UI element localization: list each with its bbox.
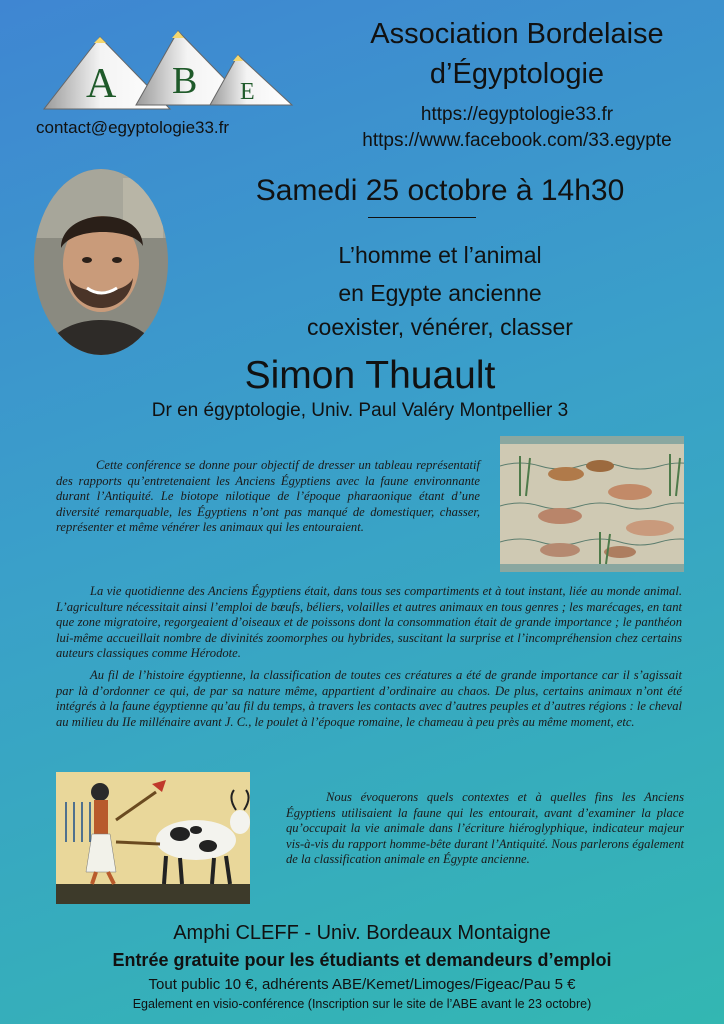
ploughing-fresco-image — [56, 772, 250, 904]
body-paragraph-2: La vie quotidienne des Anciens Égyptiens était, dans tous ses compartiments et à tout instant, liée au monde animal. L’agriculture nécessitait ainsi l’emploi de bœufs, béliers, volailles et autres animaux en tous genres ; les marécages, en tant que zone migratoire, regorgeaient d’oiseaux et de poissons dont la consommation était de grande importance ; le panthéon lui-même accueillait nombre de divinités zoomorphes ou hybrides, suscitant la surprise et l’incompréhension chez certains auteurs classiques comme Hérodote. — [56, 584, 682, 660]
body-paragraph-4: Nous évoquerons quels contextes et à quelles fins les Anciens Égyptiens utilisaient la faune qui les entourait, avant d’examiner la place qu’occupait la vie animale dans l’écriture hiéroglyphique, indicateur majeur vis-à-vis du rapport homme-bête durant l’Antiquité. Nous parlerons également de la classification animale en Égypte ancienne. — [286, 790, 684, 866]
event-date: Samedi 25 octobre à 14h30 — [255, 174, 625, 207]
venue: Amphi CLEFF - Univ. Bordeaux Montaigne — [173, 922, 551, 944]
event-title-line2: en Egypte ancienne — [338, 280, 542, 306]
body-paragraph-1: Cette conférence se donne pour objectif de dresser un tableau représentatif des rapports qu’entretenaient les Anciens Égyptiens avec la faune environnante durant l’Antiquité. Le biotope nilotique de l’époque pharaonique étant d’une diversité remarquable, les Égyptiens n’ont pas manqué de domestiquer, chasser, représenter et même vénérer les animaux qui les entouraient. — [56, 458, 480, 534]
visio-note: Egalement en visio-conférence (Inscription sur le site de l’ABE avant le 23 octobre) — [132, 997, 592, 1011]
facebook-link[interactable]: https://www.facebook.com/33.egypte — [362, 130, 672, 151]
logo-letter-e: E — [240, 79, 255, 105]
event-title-line3: coexister, vénérer, classer — [307, 314, 573, 340]
free-entry-note: Entrée gratuite pour les étudiants et demandeurs d’emploi — [112, 950, 612, 970]
price-info: Tout public 10 €, adhérents ABE/Kemet/Limoges/Figeac/Pau 5 € — [148, 976, 576, 993]
website-link[interactable]: https://egyptologie33.fr — [420, 104, 614, 125]
org-name-line1: Association Bordelaise — [370, 18, 664, 50]
logo-letter-a: A — [86, 61, 117, 107]
contact-email[interactable]: contact@egyptologie33.fr — [36, 118, 230, 137]
logo-letter-b: B — [172, 60, 198, 102]
abe-logo — [40, 25, 295, 120]
speaker-affiliation: Dr en égyptologie, Univ. Paul Valéry Montpellier 3 — [151, 400, 569, 421]
body-paragraph-3: Au fil de l’histoire égyptienne, la classification de toutes ces créatures a été de grande importance car il s’agissait par là d’ordonner ce qui, de par sa nature même, appartient d’ordinaire au chaos. De plus, certains animaux n’ont été intégrés à la faune égyptienne qu’au fil du temps, à travers les contacts avec d’autres peuples et d’autres régions : le cheval au milieu du IIe millénaire avant J. C., le poulet à l’époque romaine, le chameau à peu près au même moment, etc. — [56, 668, 682, 729]
title-divider — [368, 217, 476, 218]
org-name-line2: d’Égyptologie — [429, 58, 605, 90]
event-title-line1: L’homme et l’animal — [338, 242, 542, 268]
speaker-name: Simon Thuault — [244, 354, 496, 397]
fish-fresco-image — [500, 436, 684, 572]
speaker-portrait — [33, 168, 169, 356]
